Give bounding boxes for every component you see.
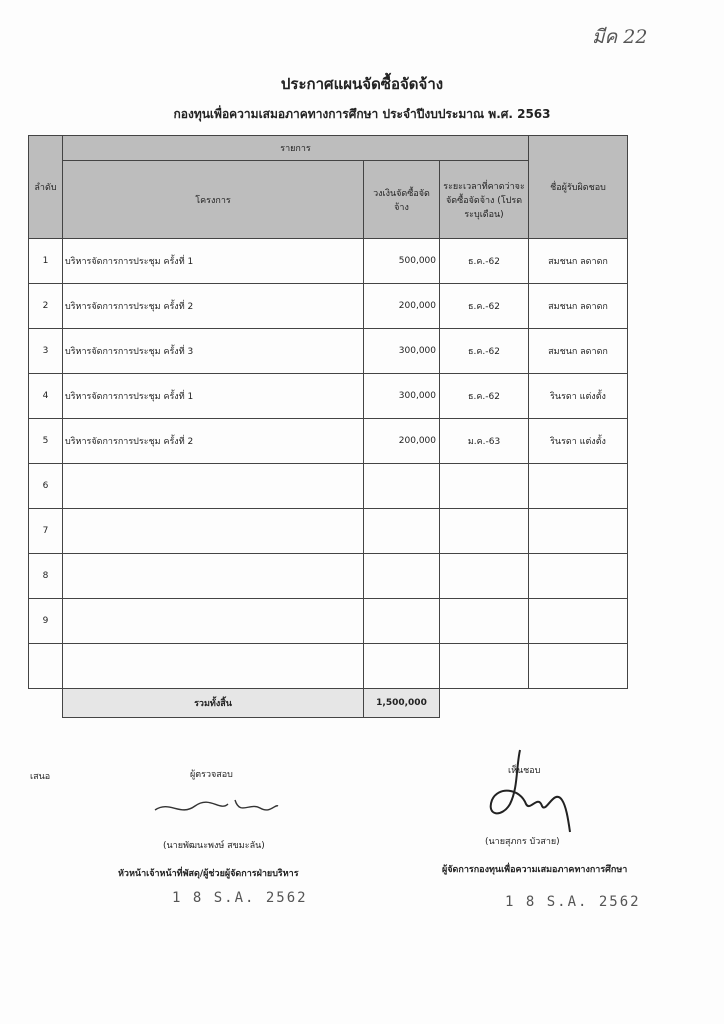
row-responsible: สมชนก ลดาดก (529, 329, 628, 374)
row-no: 9 (29, 599, 63, 644)
table-row (29, 239, 628, 284)
header-items: รายการ (63, 136, 529, 161)
row-responsible (529, 554, 628, 599)
approver-title: ผู้จัดการกองทุนเพื่อความเสมอภาคทางการศึกษา (442, 865, 628, 875)
row-responsible (529, 599, 628, 644)
row-project (63, 554, 364, 599)
approver-signature (480, 748, 580, 836)
row-period: ธ.ค.-62 (440, 374, 529, 419)
row-no: 3 (29, 329, 63, 374)
row-budget: 500,000 (364, 239, 440, 284)
row-responsible: รินรดา แต่งตั้ง (529, 374, 628, 419)
checker-date-stamp: 1 8 S.A. 2562 (172, 890, 308, 906)
row-no: 2 (29, 284, 63, 329)
row-project (63, 599, 364, 644)
total-label: รวมทั้งสิ้น (63, 689, 364, 718)
row-budget (364, 599, 440, 644)
table-row (29, 464, 628, 509)
header-project: โครงการ (63, 161, 364, 239)
row-no: 6 (29, 464, 63, 509)
table-row (29, 599, 628, 644)
row-no: 1 (29, 239, 63, 284)
header-responsible: ชื่อผู้รับผิดชอบ (529, 136, 628, 239)
approver-label: เห็นชอบ (508, 766, 541, 776)
row-period (440, 464, 529, 509)
row-no: 4 (29, 374, 63, 419)
page-subtitle: กองทุนเพื่อความเสมอภาคทางการศึกษา ประจำปีงบประมาณ พ.ศ. 2563 (173, 107, 551, 121)
row-responsible: รินรดา แต่งตั้ง (529, 419, 628, 464)
row-responsible (529, 509, 628, 554)
header-budget: วงเงินจัดซื้อจัดจ้าง (364, 161, 440, 239)
row-no: 7 (29, 509, 63, 554)
row-no (29, 644, 63, 689)
row-budget (364, 554, 440, 599)
row-project: บริหารจัดการการประชุม ครั้งที่ 1 (63, 374, 364, 419)
row-responsible (529, 644, 628, 689)
row-responsible: สมชนก ลดาดก (529, 284, 628, 329)
row-project (63, 464, 364, 509)
approver-name: (นายสุภกร บัวสาย) (485, 837, 560, 847)
row-period (440, 644, 529, 689)
propose-label: เสนอ (30, 772, 51, 782)
approver-date-stamp: 1 8 S.A. 2562 (505, 894, 641, 910)
table-row (29, 419, 628, 464)
checker-name: (นายพัฒนะพงษ์ สขมะลัน) (163, 841, 265, 851)
checker-title: หัวหน้าเจ้าหน้าที่พัสดุ/ผู้ช่วยผู้จัดการฝ่ายบริหาร (118, 869, 299, 879)
row-period: ธ.ค.-62 (440, 239, 529, 284)
table-row (29, 509, 628, 554)
page-title: ประกาศแผนจัดซื้อจัดจ้าง (280, 75, 444, 93)
row-project (63, 509, 364, 554)
row-project: บริหารจัดการการประชุม ครั้งที่ 3 (63, 329, 364, 374)
row-budget (364, 644, 440, 689)
table-row (29, 644, 628, 689)
row-period (440, 599, 529, 644)
row-project: บริหารจัดการการประชุม ครั้งที่ 1 (63, 239, 364, 284)
row-budget: 300,000 (364, 329, 440, 374)
header-no: ลำดับ (29, 136, 63, 239)
handwritten-annotation: มีค 22 (592, 26, 648, 48)
total-spacer (29, 689, 63, 718)
row-project: บริหารจัดการการประชุม ครั้งที่ 2 (63, 284, 364, 329)
header-period: ระยะเวลาที่คาดว่าจะจัดซื้อจัดจ้าง (โปรดระบุเดือน) (440, 161, 529, 239)
row-no: 8 (29, 554, 63, 599)
procurement-table (28, 135, 628, 718)
row-budget: 200,000 (364, 419, 440, 464)
checker-label: ผู้ตรวจสอบ (190, 770, 233, 780)
row-period (440, 509, 529, 554)
table-row (29, 374, 628, 419)
row-budget (364, 464, 440, 509)
row-budget (364, 509, 440, 554)
row-period (440, 554, 529, 599)
total-value: 1,500,000 (364, 689, 440, 718)
row-responsible (529, 464, 628, 509)
row-project (63, 644, 364, 689)
row-project: บริหารจัดการการประชุม ครั้งที่ 2 (63, 419, 364, 464)
row-period: ม.ค.-63 (440, 419, 529, 464)
row-budget: 200,000 (364, 284, 440, 329)
row-period: ธ.ค.-62 (440, 329, 529, 374)
row-period: ธ.ค.-62 (440, 284, 529, 329)
row-responsible: สมชนก ลดาดก (529, 239, 628, 284)
row-no: 5 (29, 419, 63, 464)
table-row (29, 284, 628, 329)
row-budget: 300,000 (364, 374, 440, 419)
table-row (29, 554, 628, 599)
checker-signature (150, 792, 280, 822)
table-row (29, 329, 628, 374)
